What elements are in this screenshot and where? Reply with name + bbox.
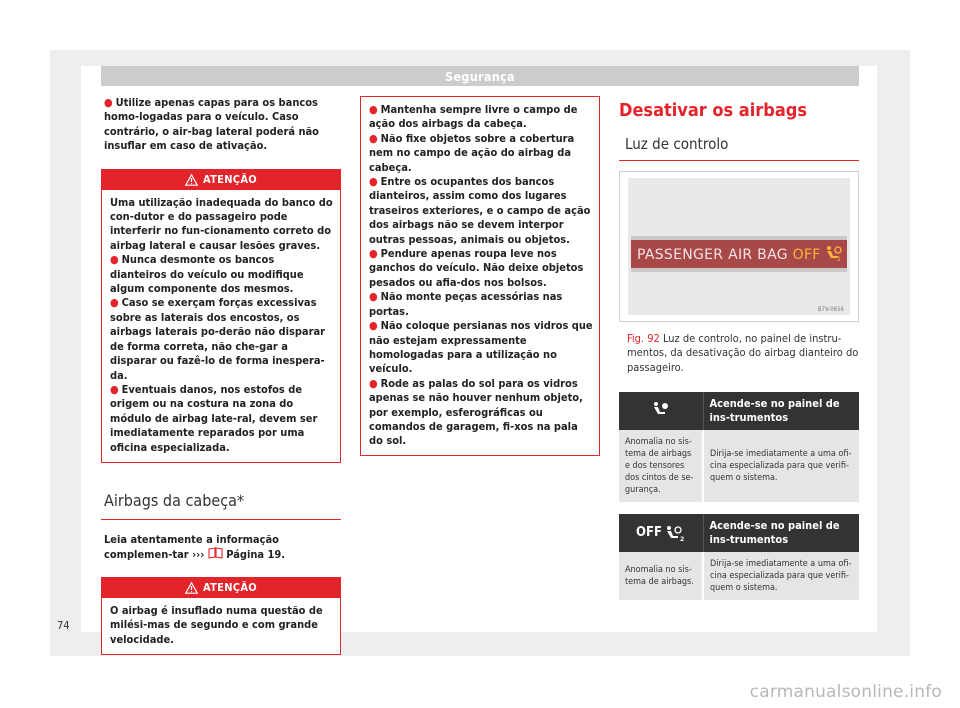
table-action: Dirija-se imediatamente a uma ofi-cina especializada para que verifi-quem o sistema. [703, 430, 859, 502]
table-header: Acende-se no painel de ins-trumentos [703, 514, 859, 552]
section-title: Airbags da cabeça* [104, 490, 245, 510]
warning-bullet: ● Nunca desmonte os bancos dianteiros do veículo ou modifique algum componente dos mesmos. [110, 253, 304, 296]
warning-body [361, 97, 599, 455]
warning-bullet: ● Não fixe objetos sobre a cobertura nem no campo de ação do airbag da cabeça. [369, 131, 575, 174]
passenger-airbag-icon [825, 245, 843, 261]
warning-body [102, 190, 340, 462]
warning-bullet: ● Não coloque persianas nos vidros que não estejam expressamente homologadas para a utilização no veículo. [369, 319, 593, 376]
warning-title: ATENÇÃO [202, 173, 258, 187]
intro-bullet: ● Utilize apenas capas para os bancos homo-logadas para o veículo. Caso contrário, o air-bag lateral poderá não insuflar em caso de ativação. [104, 96, 319, 153]
instrument-panel [631, 236, 847, 272]
section-rule [101, 519, 341, 520]
warning-header [102, 578, 340, 598]
table-row [619, 430, 859, 502]
svg-text:2: 2 [837, 256, 842, 261]
warning-box-1 [101, 169, 341, 463]
warning-box-2 [101, 577, 341, 655]
warning-bullet: ● Eventuais danos, nos estofos de origem ou na costura na zona do módulo de airbag late-ral, devem ser imediatamente reparados por uma oficina especializada. [110, 382, 318, 454]
watermark: carmanualsonline.info [749, 682, 942, 702]
warning-bullet: ● Não monte peças acessórias nas portas. [369, 290, 563, 318]
warning-bullet: ● Rode as palas do sol para os vidros apenas se não houver nenhum objeto, por exemplo, esferográficas ou comandos de garagem, fi-xos na pala do sol. [369, 376, 583, 448]
figure-label: Fig. 92 [627, 332, 660, 345]
subsection-rule [619, 160, 859, 161]
warning-bullet: ● Entre os ocupantes dos bancos dianteiros, assim como dos lugares traseiros exteriores, e o campo de ação dos airbags não se devem interpor outras pessoas, animais ou objetos. [369, 175, 591, 246]
off-label: OFF [636, 525, 662, 541]
page-title: Desativar os airbags [619, 100, 808, 121]
section-heading [101, 491, 341, 511]
panel-indicator-text: PASSENGER AIR BAG OFF 2 [637, 247, 842, 263]
figure-caption: Fig. 92 Luz de controlo, no painel de instru-mentos, da desativação do airbag dianteiro do passageiro. [627, 332, 859, 374]
warning-text: Uma utilização inadequada do banco do con-dutor e do passageiro pode interferir no fun-cionamento correto do airbag lateral e causar lesões graves. [110, 195, 333, 252]
table-cause: Anomalia no sis-tema de airbags. [619, 552, 703, 600]
table-header: Acende-se no painel de ins-trumentos [703, 392, 859, 430]
table-icon-cell [619, 392, 703, 430]
subsection-title: Luz de controlo [625, 135, 729, 153]
warning-bullet: ● Caso se exerçam forças excessivas sobre as laterais dos encostos, os airbags laterais po-derão não disparar de forma correta, não che-gar a disparar ou fazê-lo de forma inespera-da. [110, 296, 326, 382]
svg-text:2: 2 [680, 536, 685, 542]
warning-bullet: ● Mantenha sempre livre o campo de ação dos airbags da cabeça. [369, 103, 578, 131]
page-header [101, 66, 859, 86]
warning-continuation-box [360, 96, 600, 456]
warning-title: ATENÇÃO [202, 581, 258, 595]
header-title: Segurança [445, 69, 515, 84]
warning-text: O airbag é insuflado numa questão de milési-mas de segundo e com grande velocidade. [110, 603, 323, 646]
column-2 [360, 96, 600, 456]
figure-code: B7V-0656 [817, 306, 844, 313]
table-action: Dirija-se imediatamente a uma ofi-cina especializada para que verifi-quem o sistema. [703, 552, 859, 600]
book-icon [208, 547, 223, 559]
warning-bullet: ● Pendure apenas roupa leve nos ganchos do veículo. Não deixe objetos pesados ou afia-dos nos bolsos. [369, 247, 584, 289]
bullet-dot: ● [104, 96, 113, 109]
warning-header [102, 170, 340, 190]
figure-92 [619, 171, 859, 322]
warning-body [102, 598, 340, 654]
figure-image [628, 178, 850, 315]
warning-triangle-icon [185, 174, 198, 186]
indicator-table-1 [619, 392, 859, 502]
page-link[interactable]: Página 19. [226, 548, 286, 562]
table-row [619, 552, 859, 600]
table-cause: Anomalia no sis-tema de airbags e dos tensores dos cintos de se-gurança. [619, 430, 703, 502]
passenger-airbag-off-icon [665, 525, 685, 541]
column-1 [101, 96, 341, 655]
page-number: 74 [57, 619, 70, 632]
column-3 [619, 96, 859, 600]
warning-triangle-icon [185, 582, 198, 594]
reference-text: Leia atentamente a informação complemen-tar ››› Página 19. [104, 532, 286, 562]
indicator-table-2 [619, 514, 859, 600]
table-icon-cell [619, 514, 703, 552]
airbag-warning-icon [652, 401, 670, 417]
